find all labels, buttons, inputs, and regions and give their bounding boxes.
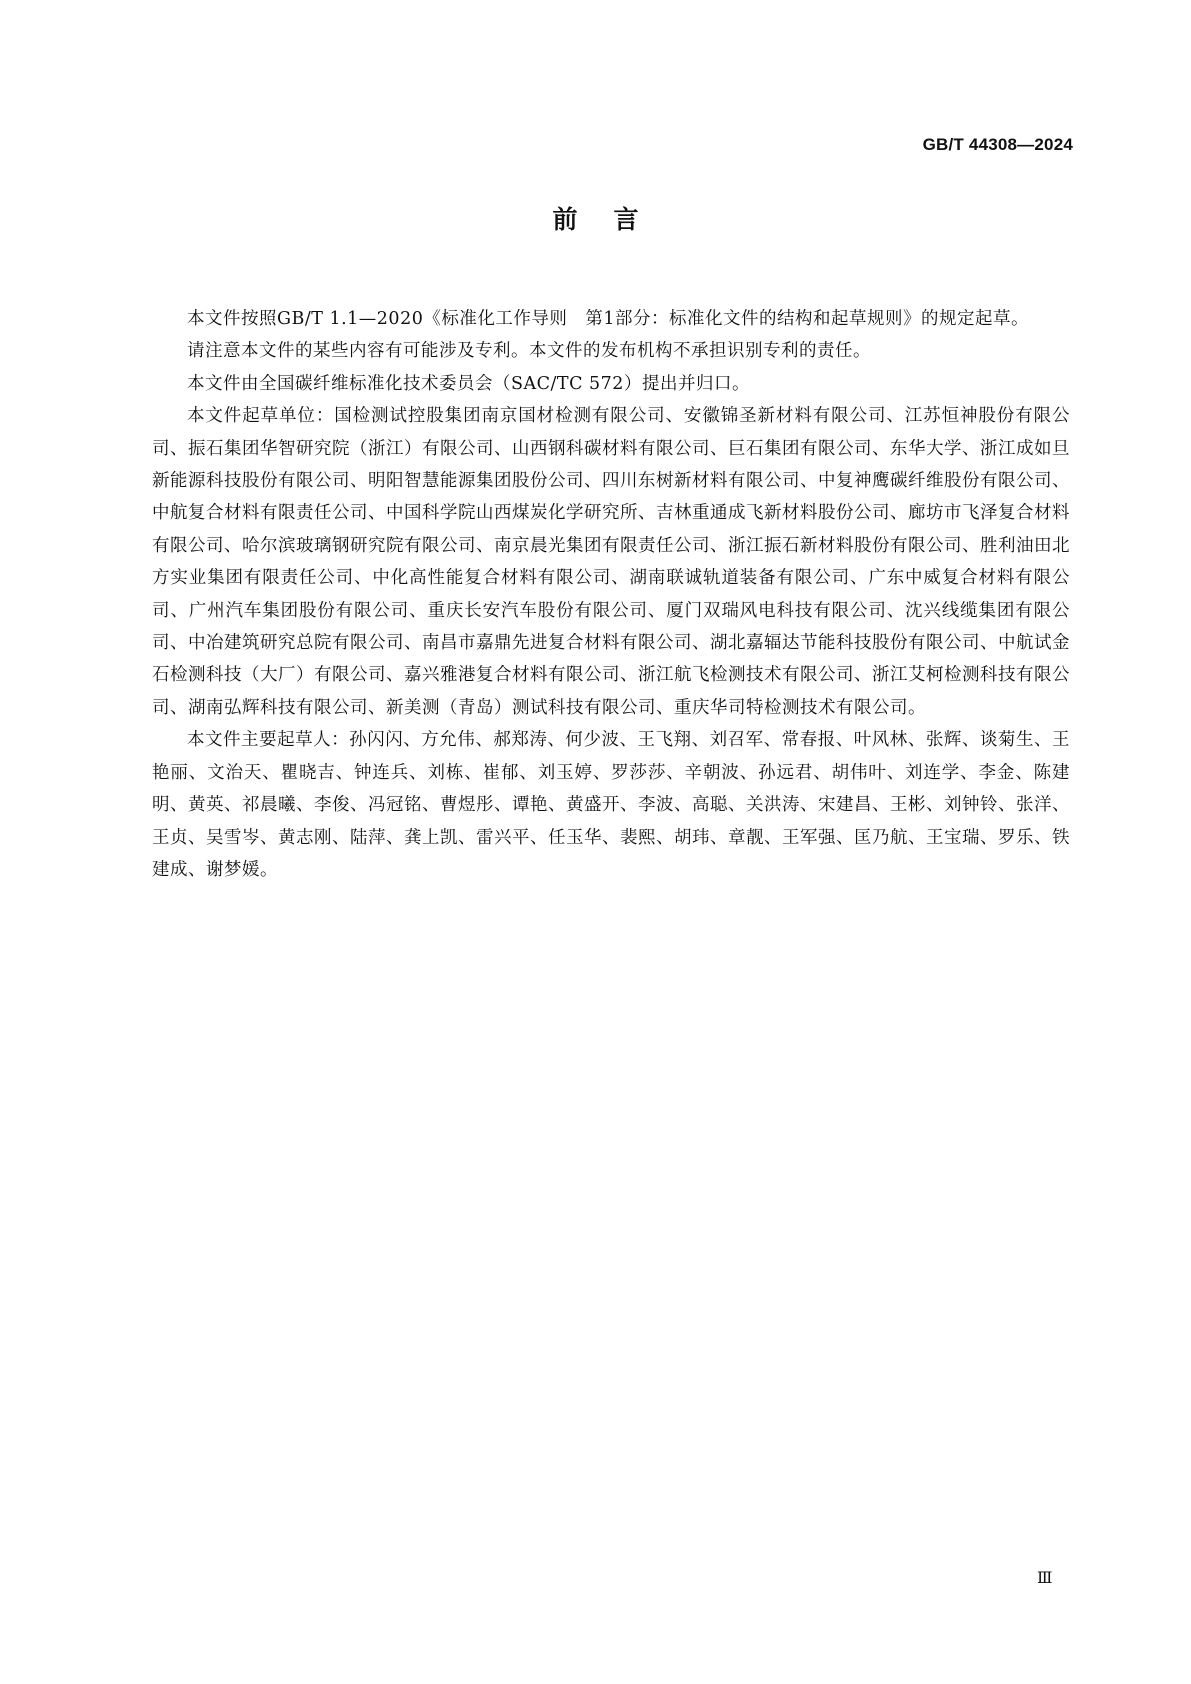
paragraph-drafting-rules: 本文件按照GB/T 1.1—2020《标准化工作导则 第1部分：标准化文件的结构和起草规则》的规定起草。	[187, 309, 1029, 329]
preface-body	[152, 303, 1070, 886]
page-number: Ⅲ	[1037, 1568, 1053, 1587]
page-title: 前言	[552, 205, 675, 234]
paragraph-main-drafters: 本文件主要起草人：孙闪闪、方允伟、郝郑涛、何少波、王飞翔、刘召军、常春报、叶风林、张辉、谈菊生、王艳丽、文治天、瞿晓吉、钟连兵、刘栋、崔郁、刘玉婷、罗莎莎、辛朝波、孙远君、胡伟叶、刘连学、李金、陈建明、黄英、祁晨曦、李俊、冯冠铭、曹煜彤、谭艳、黄盛开、李波、高聪、关洪涛、宋建昌、王彬、刘钟铃、张洋、王贞、吴雪岑、黄志刚、陆萍、龚上凯、雷兴平、任玉华、裴熙、胡玮、章靓、王军强、匡乃航、王宝瑞、罗乐、铁建成、谢梦媛。	[152, 730, 1070, 880]
paragraph-patent-notice: 请注意本文件的某些内容有可能涉及专利。本文件的发布机构不承担识别专利的责任。	[187, 341, 871, 362]
paragraph-proposer: 本文件由全国碳纤维标准化技术委员会（SAC/TC 572）提出并归口。	[187, 373, 750, 394]
paragraph-drafting-units: 本文件起草单位：国检测试控股集团南京国材检测有限公司、安徽锦圣新材料有限公司、江苏恒神股份有限公司、振石集团华智研究院（浙江）有限公司、山西钢科碳材料有限公司、巨石集团有限公司、东华大学、浙江成如旦新能源科技股份有限公司、明阳智慧能源集团股份公司、四川东树新材料有限公司、中复神鹰碳纤维股份有限公司、中航复合材料有限责任公司、中国科学院山西煤炭化学研究所、吉林重通成飞新材料股份公司、廊坊市飞泽复合材料有限公司、哈尔滨玻璃钢研究院有限公司、南京晨光集团有限责任公司、浙江振石新材料股份有限公司、胜利油田北方实业集团有限责任公司、中化高性能复合材料有限公司、湖南联诚轨道装备有限公司、广东中威复合材料有限公司、广州汽车集团股份有限公司、重庆长安汽车股份有限公司、厦门双瑞风电科技有限公司、沈兴线缆集团有限公司、中冶建筑研究总院有限公司、南昌市嘉鼎先进复合材料有限公司、湖北嘉辐达节能科技股份有限公司、中航试金石检测科技（大厂）有限公司、嘉兴雅港复合材料有限公司、浙江航飞检测技术有限公司、浙江艾柯检测科技有限公司、湖南弘辉科技有限公司、新美测（青岛）测试科技有限公司、重庆华司特检测技术有限公司。	[152, 406, 1070, 718]
document-number: GB/T 44308—2024	[922, 135, 1073, 154]
